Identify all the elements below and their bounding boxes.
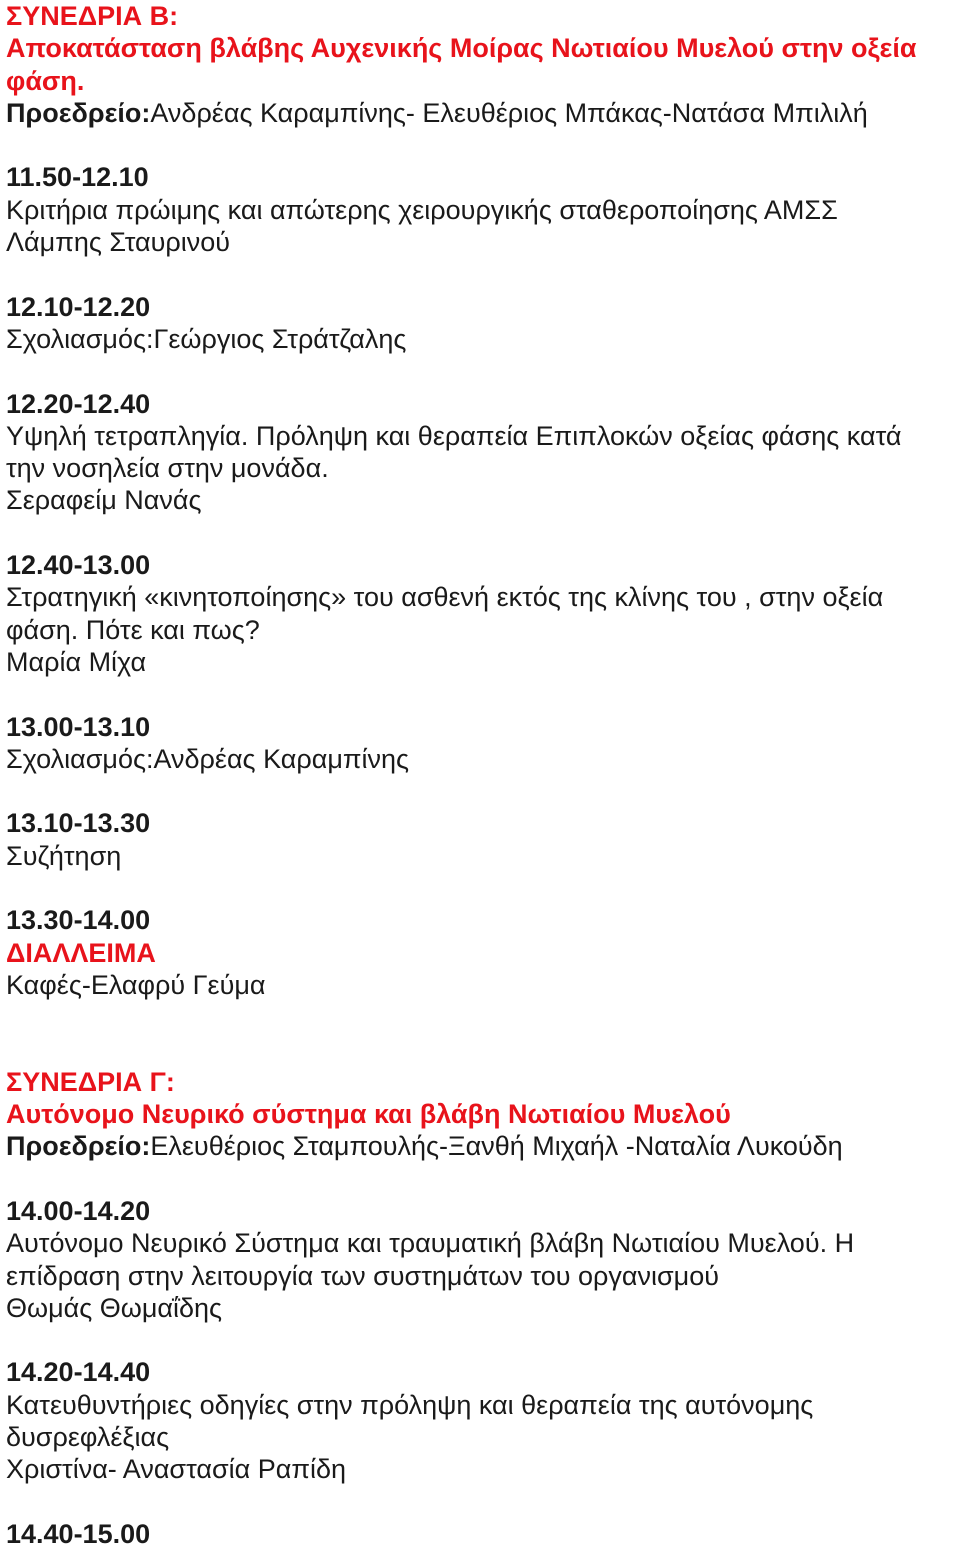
program-document: [6, 0, 956, 1550]
item-time: 14.40-15.00: [6, 1518, 151, 1549]
item-line: Αυτόνομο Νευρικό Σύστημα και τραυματική βλάβη Νωτιαίου Μυελού. Η: [6, 1228, 855, 1259]
item-time: 12.40-13.00: [6, 550, 151, 581]
item-time: 14.00-14.20: [6, 1195, 151, 1226]
item-line: Στρατηγική «κινητοποίησης» του ασθενή εκτός της κλίνης του , στην οξεία: [6, 582, 884, 613]
break-detail: Καφές-Ελαφρύ Γεύμα: [6, 969, 266, 1000]
session-b-presidium: [6, 97, 956, 129]
item-line: επίδραση στην λειτουργία των συστημάτων του οργανισμού: [6, 1260, 719, 1291]
item-line: Σχολιασμός:Γεώργιος Στράτζαλης: [6, 323, 407, 354]
break-time: 13.30-14.00: [6, 905, 151, 936]
session-b-title-line2: φάση.: [6, 65, 85, 96]
item-speaker: Θωμάς Θωμαΐδης: [6, 1292, 223, 1323]
session-c-presidium: [6, 1130, 956, 1162]
session-b-heading: ΣΥΝΕΔΡΙΑ Β:: [6, 1, 179, 31]
item-time: 14.20-14.40: [6, 1357, 151, 1388]
item-time: 11.50-12.10: [6, 162, 149, 193]
item-speaker: Λάμπης Σταυρινού: [6, 227, 231, 258]
item-line: Κατευθυντήριες οδηγίες στην πρόληψη και θεραπεία της αυτόνομης: [6, 1389, 814, 1420]
item-speaker: Σεραφείμ Νανάς: [6, 485, 202, 516]
item-time: 13.00-13.10: [6, 711, 151, 742]
item-line: την νοσηλεία στην μονάδα.: [6, 453, 329, 484]
item-line: Υψηλή τετραπληγία. Πρόληψη και θεραπεία Επιπλοκών οξείας φάσης κατά: [6, 420, 902, 451]
item-line: Κριτήρια πρώιμης και απώτερης χειρουργικής σταθεροποίησης ΑΜΣΣ: [6, 194, 838, 225]
item-speaker: Μαρία Μίχα: [6, 646, 147, 677]
item-line: φάση. Πότε και πως?: [6, 614, 260, 645]
item-line: δυσρεφλέξιας: [6, 1422, 170, 1453]
presidium-names: Ανδρέας Καραμπίνης- Ελευθέριος Μπάκας-Νατάσα Μπιλιλή: [150, 97, 868, 128]
item-time: 13.10-13.30: [6, 808, 151, 839]
item-line: Σχολιασμός:Ανδρέας Καραμπίνης: [6, 743, 410, 774]
session-b-title-line1: Αποκατάσταση βλάβης Αυχενικής Μοίρας Νωτιαίου Μυελού στην οξεία: [6, 33, 917, 64]
presidium-label: Προεδρείο:: [6, 97, 151, 128]
item-time: 12.10-12.20: [6, 291, 151, 322]
item-speaker: Χριστίνα- Αναστασία Ραπίδη: [6, 1454, 347, 1485]
session-c-heading: ΣΥΝΕΔΡΙΑ Γ:: [6, 1066, 175, 1097]
presidium-names: Ελευθέριος Σταμπουλής-Ξανθή Μιχαήλ -Ναταλία Λυκούδη: [150, 1131, 843, 1162]
presidium-label: Προεδρείο:: [6, 1131, 151, 1162]
break-label: ΔΙΑΛΛΕΙΜΑ: [6, 937, 156, 968]
session-c-title-line1: Αυτόνομο Νευρικό σύστημα και βλάβη Νωτιαίου Μυελού: [6, 1099, 731, 1130]
item-time: 12.20-12.40: [6, 388, 151, 419]
item-line: Συζήτηση: [6, 840, 122, 871]
